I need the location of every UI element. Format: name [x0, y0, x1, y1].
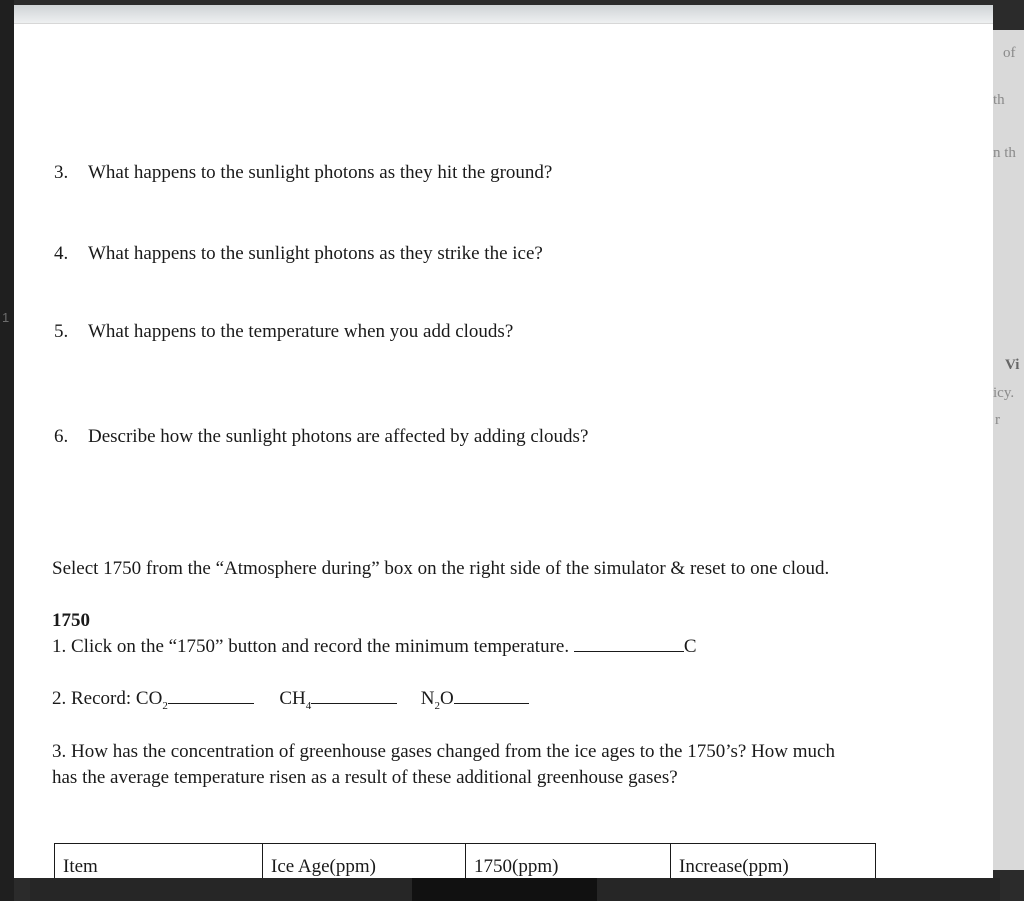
n2o-label-o: O [439, 688, 454, 709]
left-gutter [0, 0, 14, 901]
table-header-row [55, 844, 876, 879]
question-text: Describe how the sunlight photons are affected by adding clouds? [88, 426, 589, 447]
step-3: 3. How has the concentration of greenhouse gases changed from the ice ages to the 1750’s? How much has the average temperature risen as a result of these additional greenhouse gases? [52, 741, 835, 788]
unit-label: C [683, 636, 697, 657]
co2-subscript: 2 [162, 699, 168, 712]
question-text: What happens to the sunlight photons as they strike the ice? [88, 243, 543, 264]
n2o-subscript: 2 [434, 699, 440, 712]
question-text: What happens to the temperature when you add clouds? [88, 321, 514, 342]
temperature-blank [574, 650, 684, 652]
question-number: 3. [54, 162, 69, 183]
ch4-label: CH [279, 688, 306, 709]
step-2-label: 2. Record: [52, 688, 132, 709]
question-number: 5. [54, 321, 69, 342]
question-3 [54, 162, 552, 184]
background-text: r [995, 412, 1000, 428]
page-top-bar [14, 5, 993, 24]
ch4-blank [311, 702, 397, 704]
n2o-blank [454, 702, 529, 704]
background-text: of [1003, 45, 1016, 61]
background-text: th [993, 92, 1005, 108]
greenhouse-gas-table [54, 843, 876, 878]
background-text: icy. [993, 385, 1015, 401]
question-5 [54, 321, 513, 343]
table-header: Item [55, 844, 263, 879]
ch4-subscript: 4 [305, 699, 312, 712]
step-2 [52, 686, 882, 719]
table-header: Ice Age(ppm) [263, 844, 466, 879]
question-number: 4. [54, 243, 69, 264]
instruction-paragraph: Select 1750 from the “Atmosphere during” box on the right side of the simulator & reset to one cloud. [52, 558, 830, 579]
table-header: 1750(ppm) [466, 844, 671, 879]
step-1-text: 1. Click on the “1750” button and record the minimum temperature. [52, 636, 570, 657]
co2-label: CO [135, 688, 163, 709]
table-header: Increase(ppm) [671, 844, 876, 879]
background-page [993, 30, 1024, 870]
background-text: Vi [1005, 357, 1020, 373]
question-4 [54, 243, 543, 265]
bottom-dark-block [412, 878, 597, 901]
question-text: What happens to the sunlight photons as they hit the ground? [88, 162, 553, 183]
n2o-label: N [420, 688, 435, 709]
question-number: 6. [54, 426, 69, 447]
background-text: n th [993, 145, 1016, 161]
step-1 [52, 634, 882, 660]
section-heading: 1750 [52, 610, 90, 631]
document-page [14, 5, 993, 878]
question-6 [54, 426, 588, 448]
co2-blank [168, 702, 254, 704]
gutter-page-number: 1 [2, 310, 10, 325]
